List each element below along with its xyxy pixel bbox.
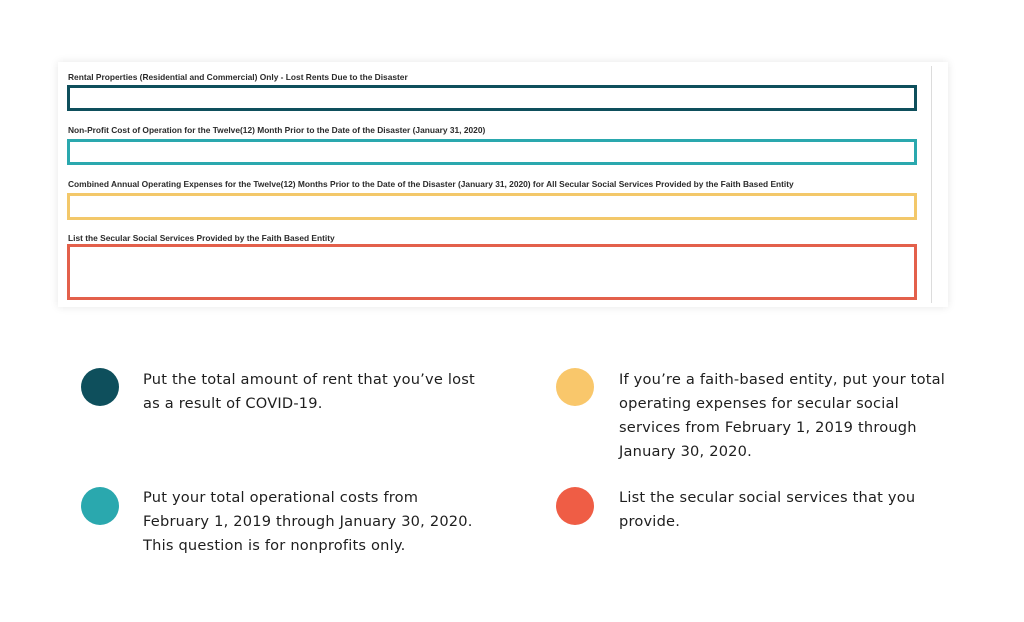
dark-teal-dot-icon (81, 368, 119, 406)
teal-dot-icon (81, 487, 119, 525)
yellow-dot-icon (556, 368, 594, 406)
secular-expenses-input[interactable] (67, 193, 917, 220)
nonprofit-cost-input[interactable] (67, 139, 917, 165)
orange-dot-icon (556, 487, 594, 525)
secular-expenses-label: Combined Annual Operating Expenses for the Twelve(12) Months Prior to the Date of the Disaster (January 31, 2020) for All Secular Social Services Provided by the Faith Based Entity (68, 179, 794, 189)
lost-rents-input[interactable] (67, 85, 917, 111)
form-card (58, 62, 948, 307)
legend-text-secular-expenses: If you’re a faith-based entity, put your total operating expenses for secular social services from February 1, 2019 through January 30, 2020. (619, 371, 946, 460)
lost-rents-label: Rental Properties (Residential and Commercial) Only - Lost Rents Due to the Disaster (68, 72, 408, 82)
nonprofit-cost-label: Non-Profit Cost of Operation for the Twelve(12) Month Prior to the Date of the Disaster (January 31, 2020) (68, 125, 486, 135)
legend-text-nonprofit-cost: Put your total operational costs from February 1, 2019 through January 30, 2020. This question is for nonprofits only. (143, 489, 473, 554)
secular-services-textarea[interactable] (67, 244, 917, 300)
secular-services-label: List the Secular Social Services Provided by the Faith Based Entity (68, 233, 335, 243)
legend-text-lost-rents: Put the total amount of rent that you’ve lost as a result of COVID-19. (143, 371, 475, 412)
legend-text-secular-services: List the secular social services that you provide. (619, 489, 916, 530)
